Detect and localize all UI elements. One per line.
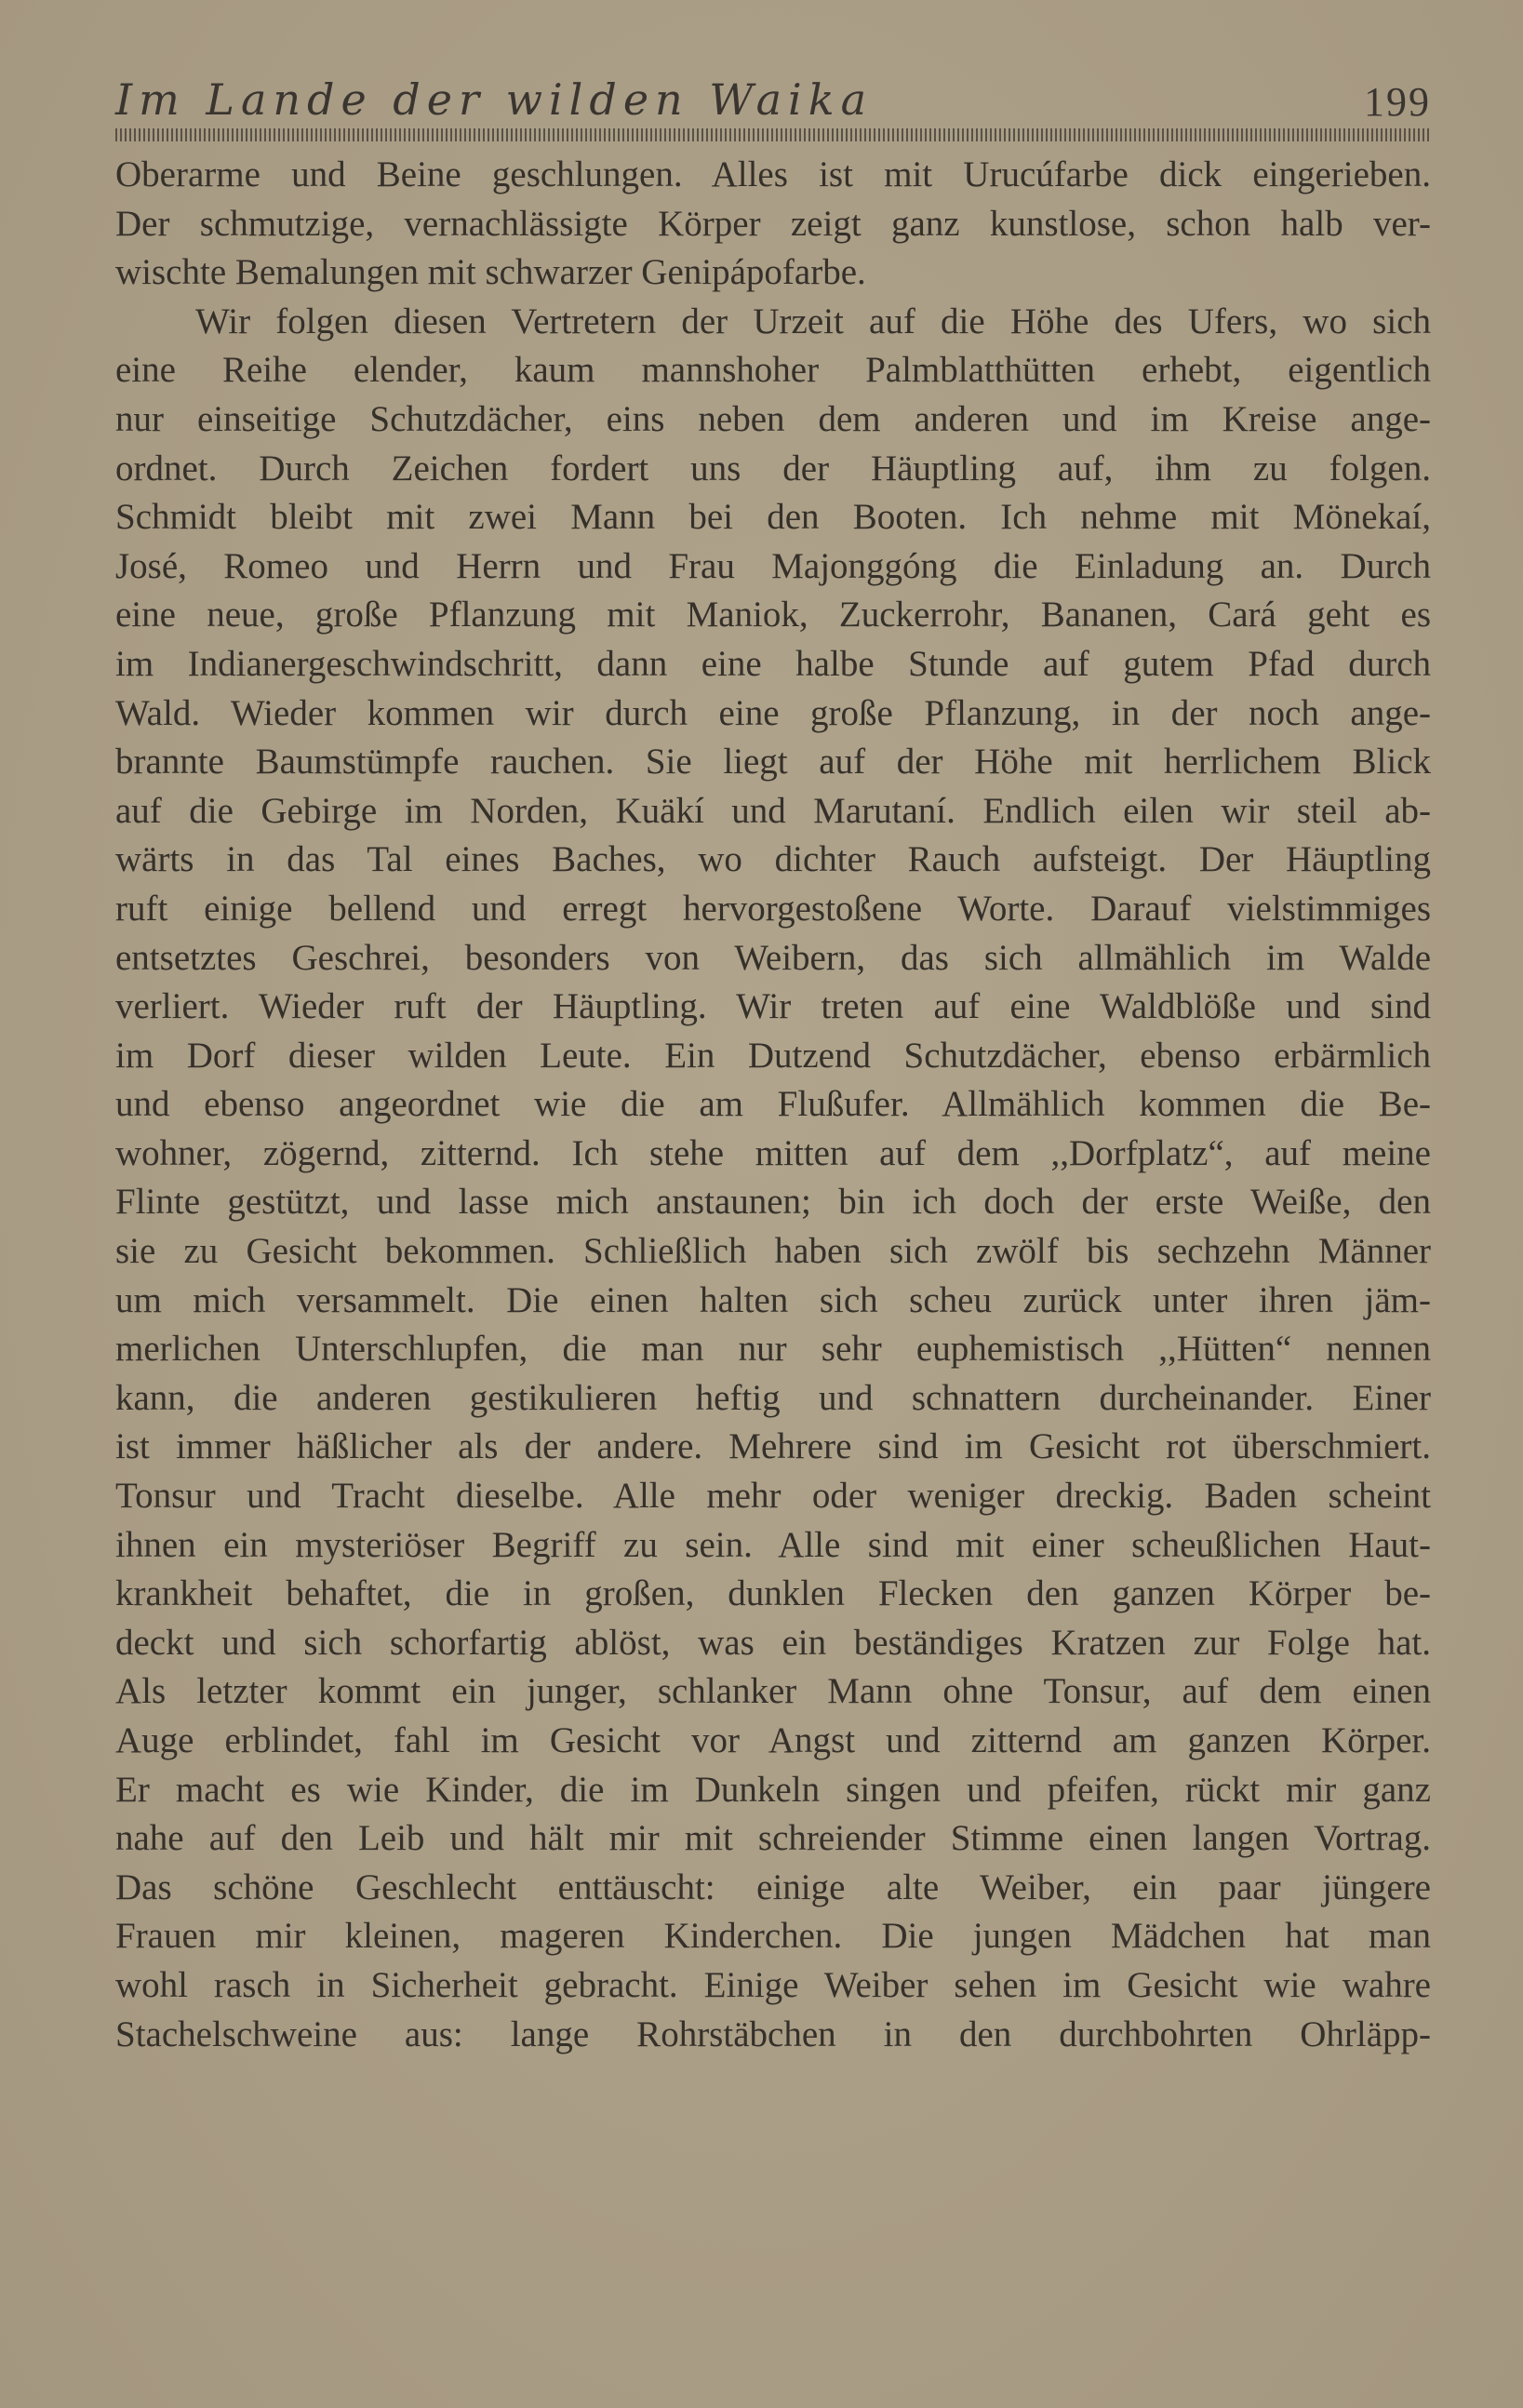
text-line: deckt und sich schorfartig ablöst, was ein beständiges Kratzen zur Folge hat. — [115, 1622, 1431, 1663]
text-line: Stachelschweine aus: lange Rohrstäbchen in den durchbohrten Ohrläpp- — [115, 2013, 1431, 2054]
text-line: wohner, zögernd, zitternd. Ich stehe mitten auf dem ,,Dorfplatz“, auf meine — [115, 1132, 1431, 1173]
text-line: sie zu Gesicht bekommen. Schließlich haben sich zwölf bis sechzehn Männer — [115, 1231, 1431, 1272]
text-line: ist immer häßlicher als der andere. Mehrere sind im Gesicht rot überschmiert. — [115, 1426, 1431, 1467]
text-line: nur einseitige Schutzdächer, eins neben dem anderen und im Kreise ange- — [115, 398, 1431, 439]
page-header — [115, 74, 1431, 130]
text-line: ordnet. Durch Zeichen fordert uns der Häuptling auf, ihm zu folgen. — [115, 448, 1431, 488]
text-line: merlichen Unterschlupfen, die man nur sehr euphemistisch ,,Hütten“ nennen — [115, 1329, 1431, 1370]
text-line: José, Romeo und Herrn und Frau Majonggóng die Einladung an. Durch — [115, 545, 1431, 586]
text-line: wischte Bemalungen mit schwarzer Genipápofarbe. — [115, 252, 866, 293]
text-line: Als letzter kommt ein junger, schlanker Mann ohne Tonsur, auf dem einen — [115, 1671, 1431, 1712]
text-line: Der schmutzige, vernachlässigte Körper zeigt ganz kunstlose, schon halb ver- — [115, 203, 1431, 244]
text-line: auf die Gebirge im Norden, Kuäkí und Marutaní. Endlich eilen wir steil ab- — [115, 790, 1431, 831]
text-line: verliert. Wieder ruft der Häuptling. Wir treten auf eine Waldblöße und sind — [115, 986, 1431, 1027]
text-line: nahe auf den Leib und hält mir mit schreiender Stimme einen langen Vortrag. — [115, 1818, 1431, 1859]
text-line: ruft einige bellend und erregt hervorgestoßene Worte. Darauf vielstimmiges — [115, 888, 1431, 929]
text-line: im Indianergeschwindschritt, dann eine halbe Stunde auf gutem Pfad durch — [115, 643, 1431, 684]
page-number: 199 — [1364, 79, 1431, 125]
text-line: krankheit behaftet, die in großen, dunklen Flecken den ganzen Körper be- — [115, 1573, 1431, 1614]
text-line: entsetztes Geschrei, besonders von Weibern, das sich allmählich im Walde — [115, 937, 1431, 978]
text-line: Er macht es wie Kinder, die im Dunkeln singen und pfeifen, rückt mir ganz — [115, 1769, 1431, 1810]
text-line: wärts in das Tal eines Baches, wo dichter Rauch aufsteigt. Der Häuptling — [115, 839, 1431, 880]
header-rule — [115, 128, 1431, 141]
text-line: Tonsur und Tracht dieselbe. Alle mehr oder weniger dreckig. Baden scheint — [115, 1476, 1431, 1517]
text-line: um mich versammelt. Die einen halten sich scheu zurück unter ihren jäm- — [115, 1279, 1431, 1320]
text-line: brannte Baumstümpfe rauchen. Sie liegt auf der Höhe mit herrlichem Blick — [115, 742, 1431, 783]
text-line: Frauen mir kleinen, mageren Kinderchen. Die jungen Mädchen hat man — [115, 1916, 1431, 1957]
text-line: Auge erblindet, fahl im Gesicht vor Angst und zitternd am ganzen Körper. — [115, 1720, 1431, 1760]
text-line: Flinte gestützt, und lasse mich anstaunen; bin ich doch der erste Weiße, den — [115, 1182, 1431, 1223]
text-line: kann, die anderen gestikulieren heftig und schnattern durcheinander. Einer — [115, 1377, 1431, 1418]
text-line: im Dorf dieser wilden Leute. Ein Dutzend Schutzdächer, ebenso erbärmlich — [115, 1035, 1431, 1076]
text-line: eine neue, große Pflanzung mit Maniok, Zuckerrohr, Bananen, Cará geht es — [115, 595, 1431, 635]
text-line: Schmidt bleibt mit zwei Mann bei den Booten. Ich nehme mit Mönekaí, — [115, 497, 1431, 538]
text-line: eine Reihe elender, kaum mannshoher Palmblatthütten erhebt, eigentlich — [115, 350, 1431, 391]
text-line: und ebenso angeordnet wie die am Flußufer. Allmählich kommen die Be- — [115, 1084, 1431, 1125]
body-text — [115, 151, 1431, 2059]
running-title: Im Lande der wilden Waika — [115, 74, 874, 125]
text-line: Oberarme und Beine geschlungen. Alles ist mit Urucúfarbe dick eingerieben. — [115, 154, 1431, 194]
text-line: Wir folgen diesen Vertretern der Urzeit auf die Höhe des Ufers, wo sich — [195, 301, 1431, 341]
text-line: wohl rasch in Sicherheit gebracht. Einige Weiber sehen im Gesicht wie wahre — [115, 1964, 1431, 2005]
text-line: Das schöne Geschlecht enttäuscht: einige alte Weiber, ein paar jüngere — [115, 1866, 1431, 1907]
text-line: ihnen ein mysteriöser Begriff zu sein. Alle sind mit einer scheußlichen Haut- — [115, 1524, 1431, 1565]
text-line: Wald. Wieder kommen wir durch eine große Pflanzung, in der noch ange- — [115, 692, 1431, 733]
